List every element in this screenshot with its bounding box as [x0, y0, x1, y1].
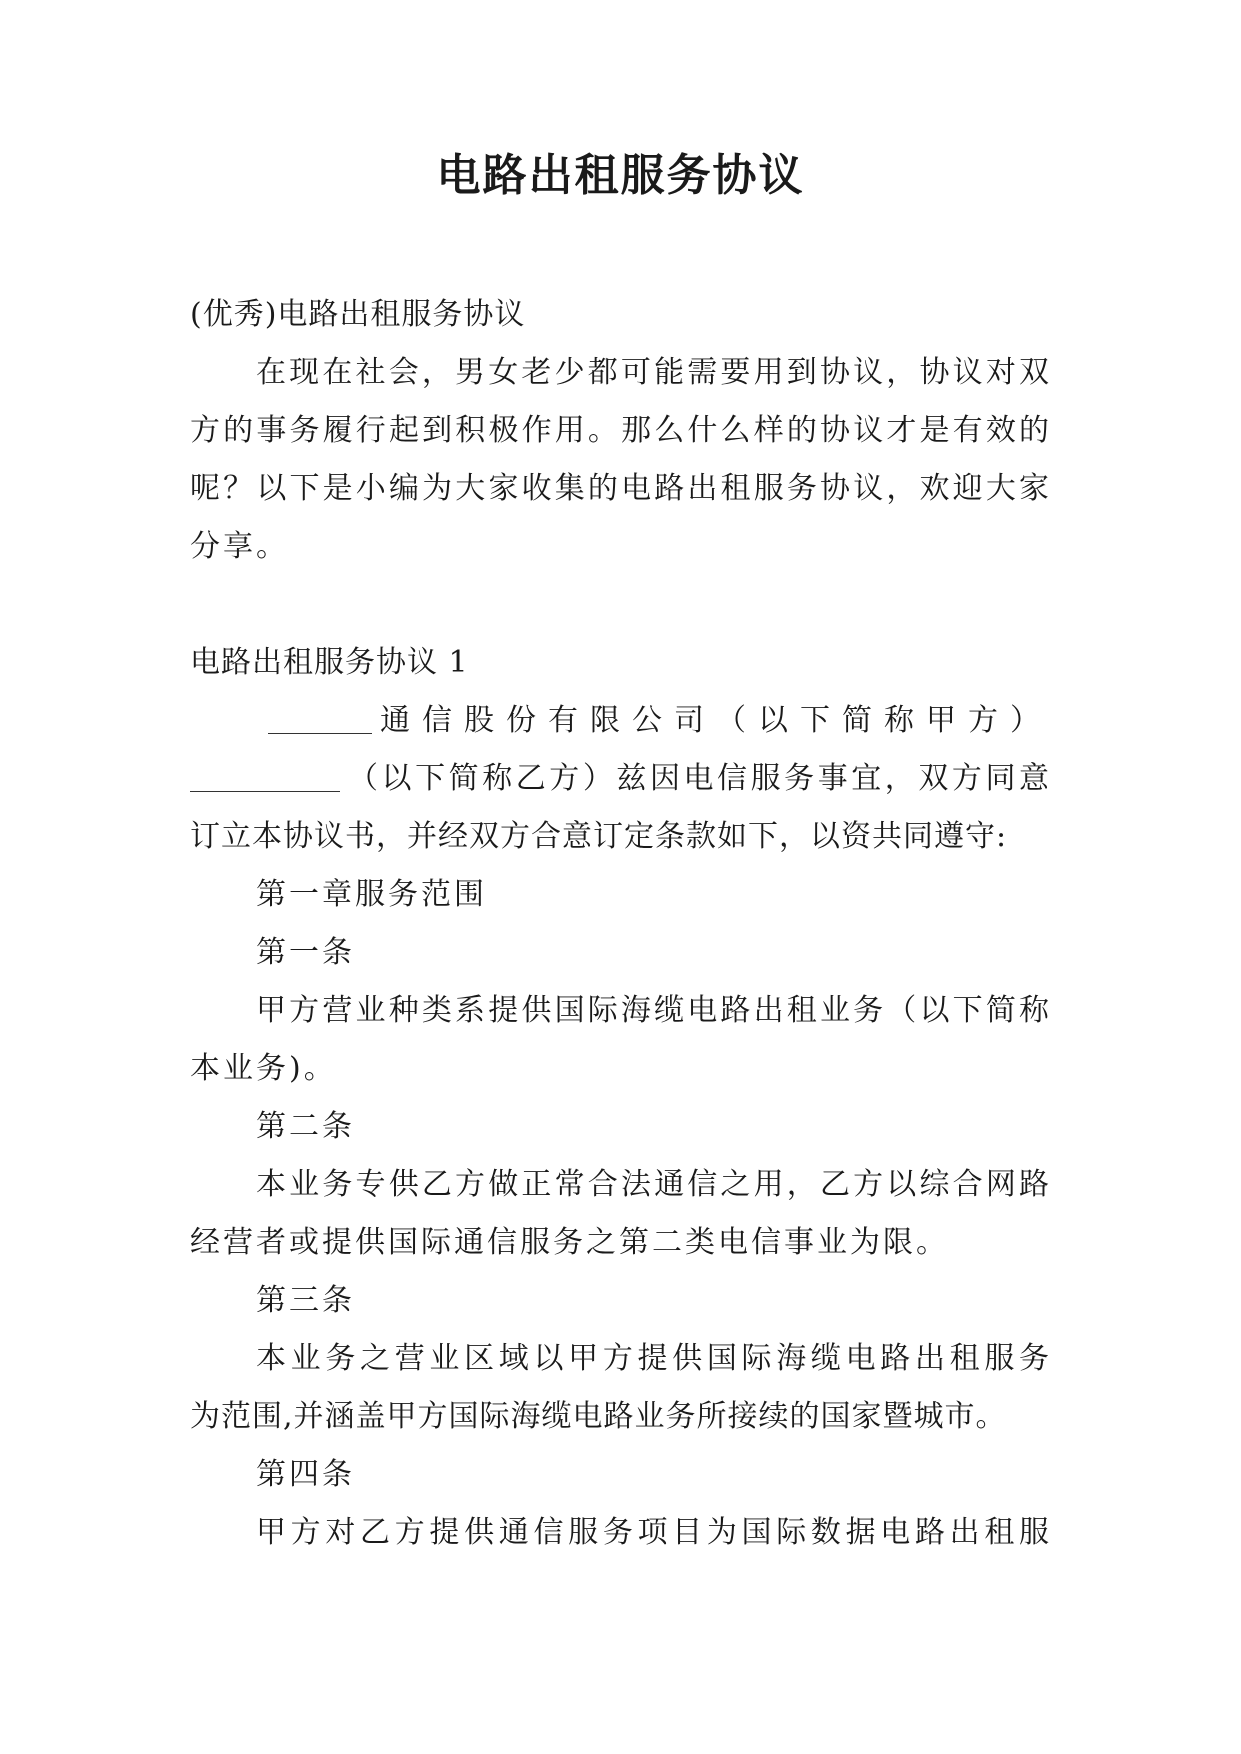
intro-line-4: 分享。 [190, 529, 289, 564]
chapter-1-heading: 第一章服务范围 [256, 877, 487, 912]
party-b-blank [190, 767, 340, 792]
article-1-label: 第一条 [256, 935, 355, 970]
article-2-line-2: 经营者或提供国际通信服务之第二类电信事业为限。 [190, 1225, 949, 1260]
article-1-line-2: 本业务)。 [190, 1051, 337, 1086]
article-3-line-1: 本业务之营业区域以甲方提供国际海缆电路出租服务 [256, 1341, 1052, 1376]
article-4-line-1: 甲方对乙方提供通信服务项目为国际数据电路出租服 [256, 1515, 1052, 1550]
party-b-line [190, 750, 1052, 808]
article-1-line-1: 甲方营业种类系提供国际海缆电路出租业务（以下简称 [256, 993, 1052, 1028]
document-title: 电路出租服务协议 [436, 150, 805, 201]
party-a-text: 通信股份有限公司（以下简称甲方） [380, 703, 1052, 738]
party-a-line [190, 692, 1052, 750]
document-body [190, 286, 1052, 1562]
article-2-label: 第二条 [256, 1109, 355, 1144]
section-heading: 电路出租服务协议 1 [190, 645, 469, 680]
paragraph-gap [190, 576, 1052, 634]
article-3-line-2: 为范围,并涵盖甲方国际海缆电路业务所接续的国家暨城市。 [190, 1399, 1007, 1434]
party-a-blank [268, 709, 372, 734]
article-4-label: 第四条 [256, 1457, 355, 1492]
article-3-label: 第三条 [256, 1283, 355, 1318]
article-2-line-1: 本业务专供乙方做正常合法通信之用，乙方以综合网路 [256, 1167, 1052, 1202]
agreement-line: 订立本协议书，并经双方合意订定条款如下，以资共同遵守: [190, 819, 1008, 854]
party-b-text: （以下简称乙方）兹因电信服务事宜，双方同意 [348, 761, 1052, 796]
intro-line-1: 在现在社会，男女老少都可能需要用到协议，协议对双 [256, 355, 1052, 390]
intro-line-3: 呢？以下是小编为大家收集的电路出租服务协议，欢迎大家 [190, 471, 1052, 506]
intro-line-2: 方的事务履行起到积极作用。那么什么样的协议才是有效的 [190, 413, 1052, 448]
document-subtitle: (优秀)电路出租服务协议 [190, 297, 526, 332]
